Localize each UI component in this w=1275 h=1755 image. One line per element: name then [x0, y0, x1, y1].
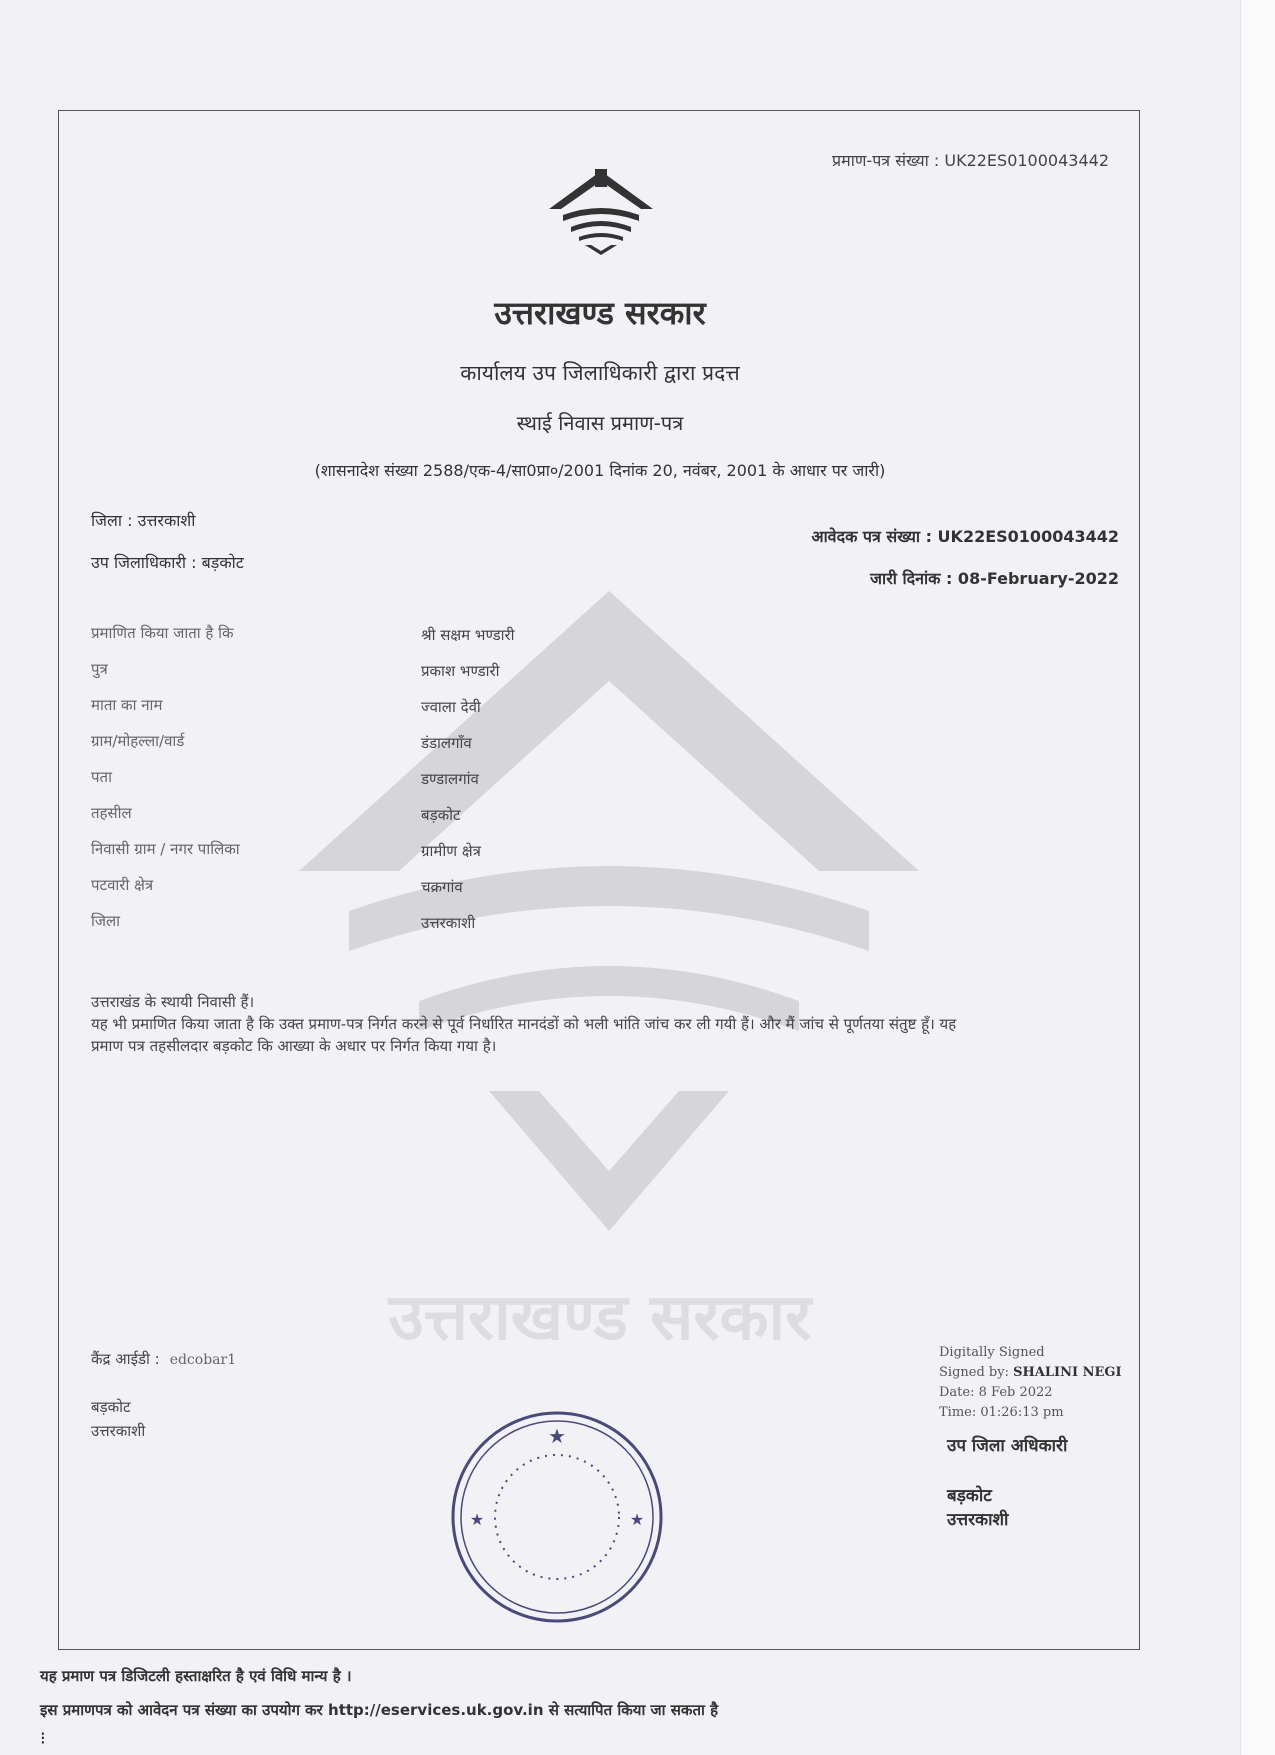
- kendra-place-tehsil: बड़कोट: [91, 1398, 131, 1416]
- signatory-place-tehsil: बड़कोट: [947, 1486, 992, 1506]
- field-label: पटवारी क्षेत्र: [91, 876, 154, 894]
- field-label: जिला: [91, 912, 121, 930]
- field-label: माता का नाम: [91, 696, 163, 714]
- signed-by-label: Signed by:: [939, 1365, 1009, 1380]
- kendra-id-value: edcobar1: [169, 1352, 237, 1368]
- signed-by-line: [939, 1363, 1122, 1383]
- svg-text:★: ★: [548, 1424, 566, 1448]
- field-value: चक्रगांव: [421, 878, 463, 896]
- field-value: डण्डालगांव: [421, 770, 479, 788]
- field-value: डंडालगाँव: [421, 734, 472, 752]
- footer-digital-note: यह प्रमाण पत्र डिजिटली हस्ताक्षरित है एवं विधि मान्य है ।: [40, 1667, 352, 1685]
- footer-verify-note: इस प्रमाणपत्र को आवेदन पत्र संख्या का उपयोग कर http://eservices.uk.gov.in से सत्यापित किया जा सकता है: [40, 1701, 719, 1719]
- certificate-frame: [58, 110, 1140, 1650]
- field-label: निवासी ग्राम / नगर पालिका: [91, 840, 240, 858]
- field-value: बड़कोट: [421, 806, 461, 824]
- certificate-number: प्रमाण-पत्र संख्या : UK22ES0100043442: [832, 151, 1109, 170]
- issue-date: जारी दिनांक : 08-February-2022: [870, 569, 1119, 588]
- application-number: आवेदक पत्र संख्या : UK22ES0100043442: [811, 527, 1119, 546]
- watermark-emblem-icon: [259, 571, 959, 1271]
- watermark-text: उत्तराखण्ड सरकार: [388, 1281, 812, 1355]
- field-value: प्रकाश भण्डारी: [421, 662, 500, 680]
- scan-mark-icon: ⁝: [40, 1728, 46, 1749]
- field-label: प्रमाणित किया जाता है कि: [91, 624, 234, 642]
- declaration-line-2: यह भी प्रमाणित किया जाता है कि उक्त प्रमाण-पत्र निर्गत करने से पूर्व निर्धारित मानदंडों को भली भांति जांच कर ली गयी हैं। और मैं जांच से पूर्णतया संतुष्ट हूँ। यह प्रमाण पत्र तहसीलदार बड़कोट कि आख्या के अधार पर निर्गत किया गया है।: [91, 1015, 957, 1055]
- kendra-place-district: उत्तरकाशी: [91, 1422, 146, 1440]
- signatory-title: उप जिला अधिकारी: [947, 1436, 1068, 1456]
- field-label: ग्राम/मोहल्ला/वार्ड: [91, 732, 185, 750]
- scan-edge: [1240, 0, 1275, 1755]
- government-title: उत्तराखण्ड सरकार: [494, 294, 706, 332]
- declaration: [91, 991, 971, 1057]
- signed-by-name: SHALINI NEGI: [1013, 1365, 1122, 1380]
- declaration-line-1: उत्तराखंड के स्थायी निवासी हैं।: [91, 993, 255, 1011]
- field-value: ज्वाला देवी: [421, 698, 481, 716]
- district-header: जिला : उत्तरकाशी: [91, 511, 196, 530]
- kendra-id: [91, 1349, 236, 1369]
- field-label: तहसील: [91, 804, 132, 822]
- field-value: ग्रामीण क्षेत्र: [421, 842, 481, 860]
- field-label: पुत्र: [91, 660, 108, 678]
- signatory-place-district: उत्तरकाशी: [947, 1510, 1009, 1530]
- kendra-id-label: कैंद्र आईडी :: [91, 1350, 160, 1368]
- svg-text:★: ★: [629, 1510, 645, 1529]
- office-line: कार्यालय उप जिलाधिकारी द्वारा प्रदत्त: [460, 361, 740, 385]
- digital-signature-block: [939, 1343, 1122, 1423]
- uttarakhand-emblem-icon: [545, 165, 657, 257]
- signed-date: Date: 8 Feb 2022: [939, 1385, 1053, 1400]
- official-seal-icon: [447, 1407, 667, 1627]
- signed-time: Time: 01:26:13 pm: [939, 1405, 1064, 1420]
- field-value: श्री सक्षम भण्डारी: [421, 626, 515, 644]
- digitally-signed-line: Digitally Signed: [939, 1345, 1045, 1360]
- sdm-header: उप जिलाधिकारी : बड़कोट: [91, 553, 244, 572]
- svg-text:★: ★: [469, 1510, 485, 1529]
- government-order: (शासनादेश संख्या 2588/एक-4/सा0प्रा०/2001 दिनांक 20, नवंबर, 2001 के आधार पर जारी): [314, 461, 886, 480]
- field-value: उत्तरकाशी: [421, 914, 476, 932]
- field-label: पता: [91, 768, 112, 786]
- certificate-type: स्थाई निवास प्रमाण-पत्र: [516, 411, 684, 435]
